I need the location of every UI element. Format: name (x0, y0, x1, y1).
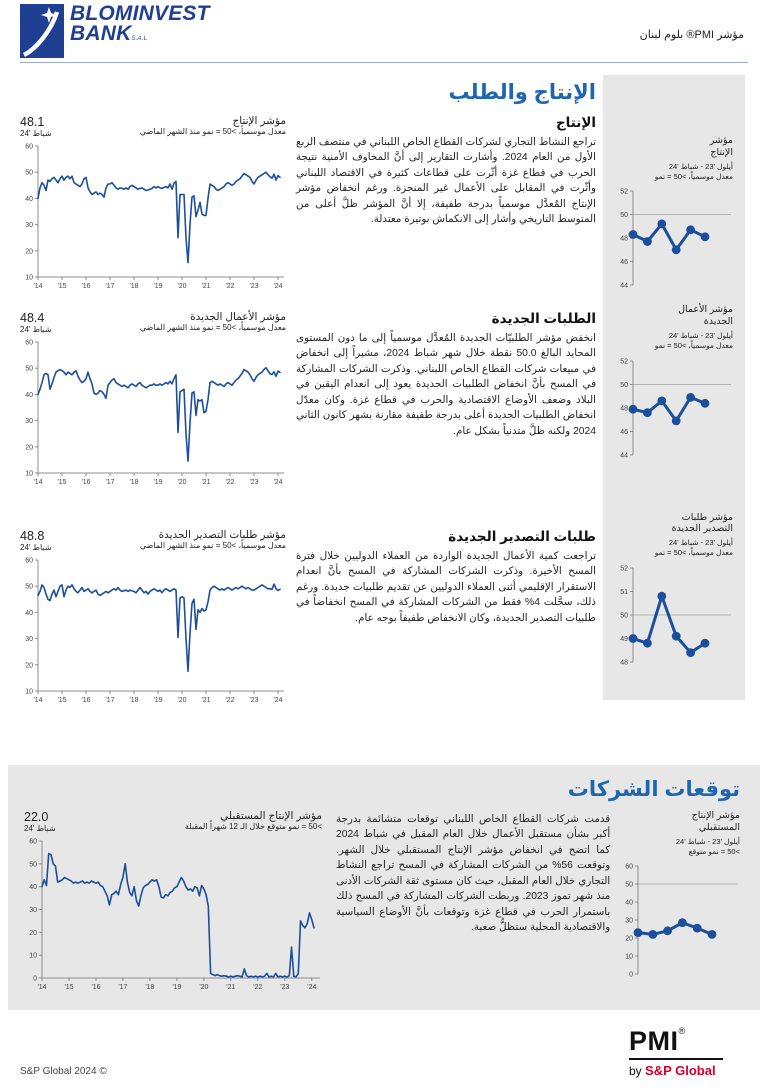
svg-text:50: 50 (25, 365, 33, 373)
production-recent-chart (615, 185, 733, 296)
svg-text:'21: '21 (226, 984, 236, 991)
production-index-chart-title: مؤشر الإنتاج (232, 115, 286, 127)
svg-text:60: 60 (625, 863, 633, 871)
svg-text:'15: '15 (64, 984, 74, 991)
production-index-value: 48.1 (20, 115, 45, 129)
svg-text:'22: '22 (225, 479, 235, 486)
future-output-recent-title: مؤشر الإنتاج (691, 810, 740, 821)
svg-text:'20: '20 (177, 283, 187, 290)
new-business-index-date: شباط '24 (20, 325, 52, 334)
svg-text:'16: '16 (81, 479, 91, 486)
pmi-by-label: by (629, 1064, 646, 1078)
export-orders-index-date: شباط '24 (20, 543, 52, 552)
block-heading-production: الإنتاج (555, 115, 596, 130)
svg-text:46: 46 (620, 259, 628, 267)
block-new-export-orders (20, 529, 596, 711)
svg-text:52: 52 (620, 358, 628, 365)
block-new-orders (20, 311, 596, 493)
svg-text:'15: '15 (57, 283, 67, 290)
svg-text:'20: '20 (199, 984, 209, 991)
production-recent-note: معدل موسمياً، >50 = نمو (654, 171, 733, 181)
svg-text:30: 30 (29, 907, 37, 914)
svg-text:'18: '18 (145, 984, 155, 991)
future-output-recent-chart (616, 860, 740, 985)
svg-text:50: 50 (620, 612, 628, 620)
svg-text:20: 20 (25, 662, 33, 670)
svg-text:'21: '21 (201, 283, 211, 290)
svg-text:'21: '21 (201, 697, 211, 704)
expectations-title: توقعات الشركات (567, 778, 740, 801)
svg-text:'22: '22 (225, 283, 235, 290)
svg-text:10: 10 (25, 274, 33, 282)
svg-text:48: 48 (620, 659, 628, 667)
production-recent-title: مؤشر (709, 135, 733, 146)
copyright: S&P Global 2024 © (20, 1066, 107, 1077)
svg-text:'24: '24 (273, 479, 283, 486)
svg-text:30: 30 (25, 418, 33, 426)
svg-text:30: 30 (25, 222, 33, 230)
new-business-recent-period: أيلول '23 - شباط '24 (668, 331, 733, 340)
svg-text:'22: '22 (225, 697, 235, 704)
svg-text:'18: '18 (129, 479, 139, 486)
new-business-index-chart-title: مؤشر الأعمال الجديدة (190, 311, 286, 323)
brand-line-1: BLOMINVEST (70, 2, 210, 25)
expectations-panel (8, 765, 760, 1010)
svg-text:20: 20 (625, 935, 633, 943)
expectations-body: قدمت شركات القطاع الخاص اللبناني توقعات متشائمة بدرجة أكبر بشأن مستقبل الأعمال خلال العام المقبل في شباط 2024 كما اتضح في انخفاض مؤشر الإنتاج المستقبلي خلال الشهر. وتوقعت 56% من الشركات المشاركة في المسح تراجع النشاط التجاري خلال العام المقبل، حيث كان مستوى ثقة الشركات الأدنى منذ شهر تموز 2023. وربطت الشركات المشاركة في المسح ذلك باستمرار الحرب في قطاع غزة وتوقعات بأنَّ الأوضاع السياسية والاقتصادية المحلية ستظلُّ صعبة. (336, 814, 611, 934)
svg-text:50: 50 (25, 169, 33, 177)
svg-text:0: 0 (629, 971, 633, 979)
svg-text:10: 10 (25, 470, 33, 478)
new-business-recent-title: مؤشر الأعمال (678, 304, 733, 316)
svg-text:50: 50 (625, 881, 633, 889)
svg-text:'23: '23 (280, 984, 290, 991)
svg-text:'20: '20 (177, 697, 187, 704)
brand-text (70, 4, 210, 44)
svg-text:'23: '23 (249, 697, 259, 704)
svg-text:20: 20 (25, 444, 33, 452)
section-title-production-demand: الإنتاج والطلب (448, 81, 596, 104)
svg-text:46: 46 (620, 428, 628, 436)
svg-text:'18: '18 (129, 283, 139, 290)
svg-text:'17: '17 (118, 984, 128, 991)
svg-text:'16: '16 (81, 697, 91, 704)
pmi-wordmark: PMI (629, 1026, 679, 1056)
svg-text:44: 44 (620, 282, 628, 290)
svg-text:'24: '24 (307, 984, 317, 991)
svg-text:60: 60 (29, 838, 37, 846)
svg-text:60: 60 (25, 339, 33, 347)
svg-text:20: 20 (29, 929, 37, 937)
future-output-date: شباط '24 (24, 824, 56, 833)
svg-text:'19: '19 (172, 984, 182, 991)
svg-text:'17: '17 (105, 479, 115, 486)
block-production (20, 115, 596, 297)
block-heading-new-orders: الطلبات الجديدة (491, 311, 596, 326)
new-business-recent-chart (615, 355, 733, 466)
svg-text:'14: '14 (33, 479, 43, 486)
svg-text:20: 20 (25, 248, 33, 256)
svg-text:'19: '19 (153, 697, 163, 704)
svg-text:50: 50 (620, 212, 628, 220)
future-output-recent-group: مؤشر الإنتاج المستقبلي أيلول '23 - شباط '24 >50 = نمو متوقع 60 50 40 30 20 10 0 (616, 810, 740, 998)
export-orders-index-value: 48.8 (20, 529, 45, 543)
production-recent-group: مؤشر الإنتاج أيلول '23 - شباط '24 معدل موسمياً، >50 = نمو 52 50 48 46 44 (615, 135, 733, 296)
production-index-chart (20, 140, 286, 297)
blominvest-logo (20, 4, 210, 63)
new-business-index-chart (20, 336, 286, 493)
svg-text:'15: '15 (57, 697, 67, 704)
svg-text:52: 52 (620, 565, 628, 573)
section-production-demand (20, 80, 596, 711)
svg-text:'16: '16 (91, 984, 101, 991)
new-business-index-chart-subtitle: معدل موسمياً، >50 = نمو منذ الشهر الماضي (139, 323, 286, 332)
pmi-logo: PMI® by S&P Global (629, 1026, 723, 1078)
new-business-recent-note: معدل موسمياً، >50 = نمو (654, 340, 733, 350)
recent-trends-sidebar (603, 75, 745, 700)
svg-text:10: 10 (25, 688, 33, 696)
svg-text:'17: '17 (105, 697, 115, 704)
svg-text:40: 40 (25, 195, 33, 203)
block-heading-new-export-orders: طلبات التصدير الجديدة (448, 529, 596, 544)
future-output-chart-title: مؤشر الإنتاج المستقبلي (220, 810, 322, 822)
svg-text:50: 50 (25, 583, 33, 591)
new-business-index-value: 48.4 (20, 311, 45, 325)
new-business-recent-group: مؤشر الأعمال الجديدة أيلول '23 - شباط '24 معدل موسمياً، >50 = نمو 52 50 48 46 44 (615, 304, 733, 465)
svg-text:48: 48 (620, 405, 628, 412)
svg-text:'14: '14 (37, 984, 47, 991)
future-output-chart-subtitle: >50 = نمو متوقع خلال الـ 12 شهراً المقبلة (184, 822, 322, 831)
svg-text:50: 50 (620, 381, 628, 389)
svg-text:'24: '24 (273, 283, 283, 290)
brand-sal: S.A.L (131, 35, 148, 42)
svg-text:60: 60 (25, 143, 33, 151)
export-orders-recent-title: مؤشر طلبات (681, 511, 733, 523)
brand-line-2: BANK (70, 21, 132, 45)
svg-text:'24: '24 (273, 697, 283, 704)
svg-text:'23: '23 (249, 479, 259, 486)
block-body-new-orders: انخفض مؤشر الطلبيّات الجديدة المُعدَّل موسمياً إلى ما دون المستوى المحايد البالغ 50.0 نقطة خلال شهر شباط 2024، مشيراً إلى انخفاض في مبيعات شركات القطاع الخاص اللبناني. وذكرت الشركات المشاركة في المسح بأنَّ انخفاض الطلبيات الجديدة يعود إلى انعدام اليقين في البلاد وضعف الأوضاع الاقتصادية والحرب في قطاع غزة. وكان معدّل انخفاض الطلبيات الجديدة أعلى بدرجة طفيفة مقارنة بشهر كانون الثاني 2024 ولكنه ظلَّ متدنياً بشكل عام. (296, 333, 596, 437)
svg-text:'15: '15 (57, 479, 67, 486)
svg-text:10: 10 (29, 952, 37, 960)
production-index-chart-subtitle: معدل موسمياً، >50 = نمو منذ الشهر الماضي (139, 127, 286, 136)
svg-text:0: 0 (33, 975, 37, 983)
export-orders-recent-period: أيلول '23 - شباط '24 (668, 538, 733, 548)
future-output-recent-period: أيلول '23 - شباط '24 (675, 836, 740, 846)
future-output-recent-note: >50 = نمو متوقع (688, 846, 740, 856)
svg-text:60: 60 (25, 557, 33, 565)
svg-text:51: 51 (620, 588, 628, 596)
svg-text:40: 40 (25, 609, 33, 617)
export-orders-recent-note: معدل موسمياً، >50 = نمو (654, 548, 733, 557)
svg-text:'19: '19 (153, 479, 163, 486)
future-output-value: 22.0 (24, 810, 49, 824)
svg-text:44: 44 (620, 452, 628, 459)
svg-text:49: 49 (620, 635, 628, 643)
svg-text:40: 40 (625, 899, 633, 907)
svg-text:'18: '18 (129, 697, 139, 704)
pmi-logo-rule (629, 1058, 723, 1060)
export-orders-recent-group: مؤشر طلبات التصدير الجديدة أيلول '23 - شباط '24 معدل موسمياً، >50 = نمو 52 51 50 49 48 (615, 512, 733, 673)
svg-text:'14: '14 (33, 283, 43, 290)
svg-text:52: 52 (620, 188, 628, 196)
header-divider (20, 62, 748, 63)
sp-global-brand: S&P Global (645, 1063, 716, 1078)
export-orders-index-chart-subtitle: معدل موسمياً، >50 = نمو منذ الشهر الماضي (139, 541, 286, 550)
svg-text:48: 48 (620, 235, 628, 243)
svg-text:'21: '21 (201, 479, 211, 486)
svg-text:'17: '17 (105, 283, 115, 290)
svg-text:'14: '14 (33, 697, 43, 704)
svg-text:'20: '20 (177, 479, 187, 486)
svg-text:50: 50 (29, 861, 37, 869)
export-orders-recent-chart (615, 562, 733, 673)
block-body-production: تراجع النشاط التجاري لشركات القطاع الخاص اللبناني في منتصف الربع الأول من العام 2024. وأشارت التقارير إلى أنَّ المخاوف الأمنية نتيجة الحرب في قطاع غزة أثّرت على قطاعات كثيرة في الاقتصاد اللبناني وأثّرت في المقابل على الأعمال غير المنجزة. ورغم انخفاض مؤشر الإنتاج المُعدَّل موسمياً بدرجة طفيفة، إلا أنَّ المؤشر ظلَّ أعلى من المتوسط التاريخي وأشار إلى الانكماش بوتيرة معتدلة. (296, 137, 596, 226)
production-recent-period: أيلول '23 - شباط '24 (668, 161, 733, 171)
svg-text:40: 40 (29, 884, 37, 892)
svg-text:30: 30 (25, 636, 33, 644)
svg-text:'16: '16 (81, 283, 91, 290)
svg-text:10: 10 (625, 953, 633, 961)
svg-text:'19: '19 (153, 283, 163, 290)
svg-text:'23: '23 (249, 283, 259, 290)
blominvest-logo-icon (20, 4, 64, 63)
block-body-new-export-orders: تراجعت كمية الأعمال الجديدة الواردة من العملاء الدوليين خلال فترة المسح الأخيرة. وذكرت الشركات المشاركة في المسح بأنَّ انعدام الاستقرار الإقليمي أثنى العملاء الدوليين عن تقديم طلبيات جديدة. ورغم ذلك، سجَّلت 4% فقط من الشركات المشاركة في المسح انخفاضاً في طلبيات التصدير الجديدة، وكان الانخفاض طفيفاً بوجه عام. (296, 551, 596, 624)
doc-title: مؤشر PMI® بلوم لبنان (639, 29, 744, 41)
future-output-chart (24, 835, 322, 998)
production-index-date: شباط '24 (20, 129, 52, 138)
svg-text:'22: '22 (253, 984, 263, 991)
export-orders-index-chart (20, 554, 286, 711)
svg-text:30: 30 (625, 917, 633, 925)
svg-text:40: 40 (25, 391, 33, 399)
export-orders-index-chart-title: مؤشر طلبات التصدير الجديدة (158, 529, 286, 541)
